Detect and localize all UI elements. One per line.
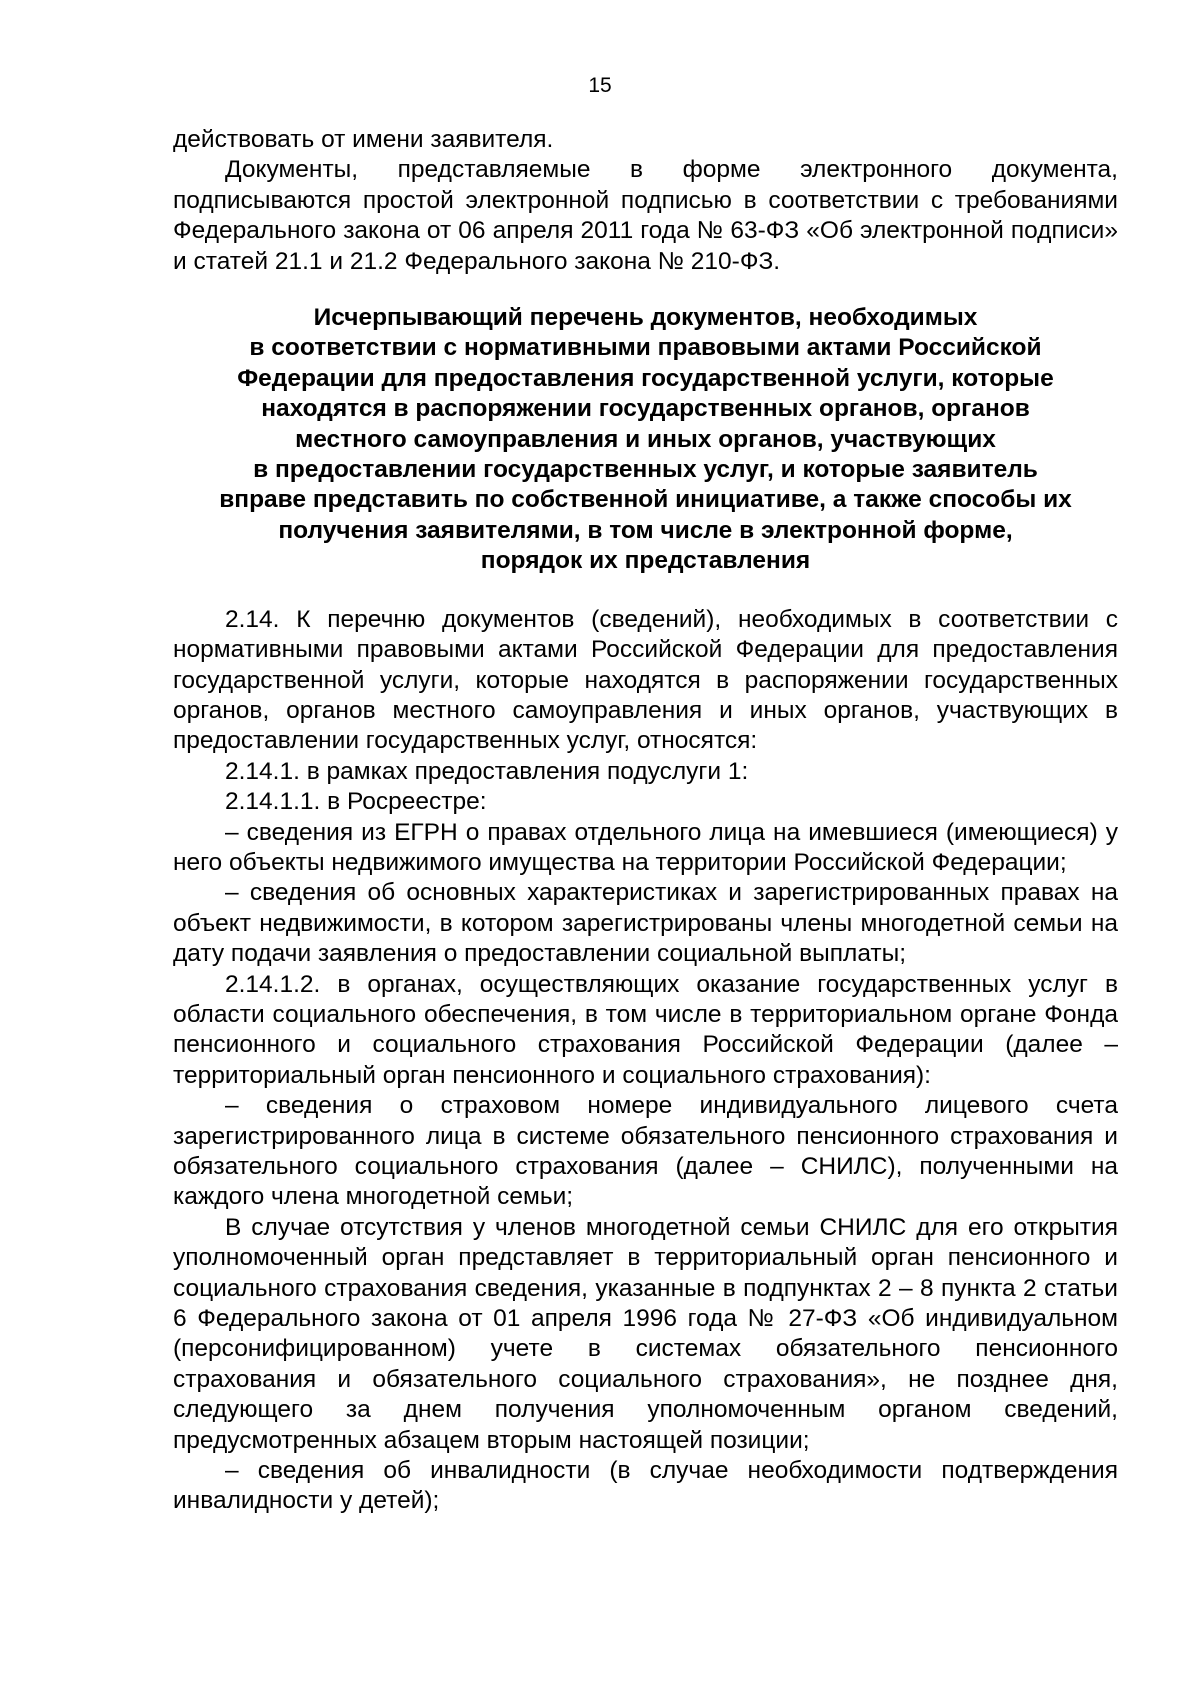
section-heading [173,303,1118,577]
intro-section [173,125,1118,277]
main-section [173,605,1118,1517]
paragraph: 2.14.1. в рамках предоставления подуслуги 1: [225,757,749,785]
heading-line: находятся в распоряжении государственных органов, органов [261,395,1030,423]
paragraph: 2.14.1.2. в органах, осуществляющих оказание государственных услуг в области социального обеспечения, в том числе в территориальном органе Фонда пенсионного и социального страхования Российской Федерации (далее – территориальный орган пенсионного и социального страхования): [173,970,1118,1089]
paragraph: В случае отсутствия у членов многодетной семьи СНИЛС для его открытия уполномоченный орган представляет в территориальный орган пенсионного и социального страхования сведения, указанные в подпунктах 2 – 8 пункта 2 статьи 6 Федерального закона от 01 апреля 1996 года № 27-ФЗ «Об индивидуальном (персонифицированном) учете в системах обязательного пенсионного страхования и обязательного социального страхования», не позднее дня, следующего за днем получения уполномоченным органом сведений, предусмотренных абзацем вторым настоящей позиции; [173,1213,1118,1454]
heading-line: получения заявителями, в том числе в электронной форме, [278,516,1013,544]
page-number: 15 [588,74,612,97]
list-item: – сведения об инвалидности (в случае необходимости подтверждения инвалидности у детей); [173,1457,1118,1515]
heading-line: Федерации для предоставления государственной услуги, которые [237,364,1054,392]
heading-line: Исчерпывающий перечень документов, необходимых [313,304,978,332]
heading-line: вправе представить по собственной инициативе, а также способы их [219,486,1072,514]
paragraph: 2.14.1.1. в Росреестре: [225,788,487,816]
heading-line: порядок их представления [480,547,811,575]
paragraph: 2.14. К перечню документов (сведений), необходимых в соответствии с нормативными правовыми актами Российской Федерации для предоставления государственной услуги, которые находятся в распоряжении государственных органов, органов местного самоуправления и иных органов, участвующих в предоставлении государственных услуг, относятся: [173,605,1118,755]
paragraph: Документы, представляемые в форме электронного документа, подписываются простой электронной подписью в соответствии с требованиями Федерального закона от 06 апреля 2011 года № 63-ФЗ «Об электронной подписи» и статей 21.1 и 21.2 Федерального закона № 210-ФЗ. [173,156,1118,275]
heading-line: местного самоуправления и иных органов, участвующих [295,425,996,453]
list-item: – сведения о страховом номере индивидуального лицевого счета зарегистрированного лица в системе обязательного пенсионного страхования и обязательного социального страхования (далее – СНИЛС), полученными на каждого члена многодетной семьи; [173,1092,1118,1211]
paragraph: действовать от имени заявителя. [173,126,554,153]
list-item: – сведения из ЕГРН о правах отдельного лица на имевшиеся (имеющиеся) у него объекты недвижимого имущества на территории Российской Федерации; [173,818,1118,876]
heading-line: в предоставлении государственных услуг, и которые заявитель [253,456,1038,484]
list-item: – сведения об основных характеристиках и зарегистрированных правах на объект недвижимости, в котором зарегистрированы члены многодетной семьи на дату подачи заявления о предоставлении социальной выплаты; [173,879,1118,968]
heading-line: в соответствии с нормативными правовыми актами Российской [249,334,1042,362]
document-body [173,125,1118,1517]
